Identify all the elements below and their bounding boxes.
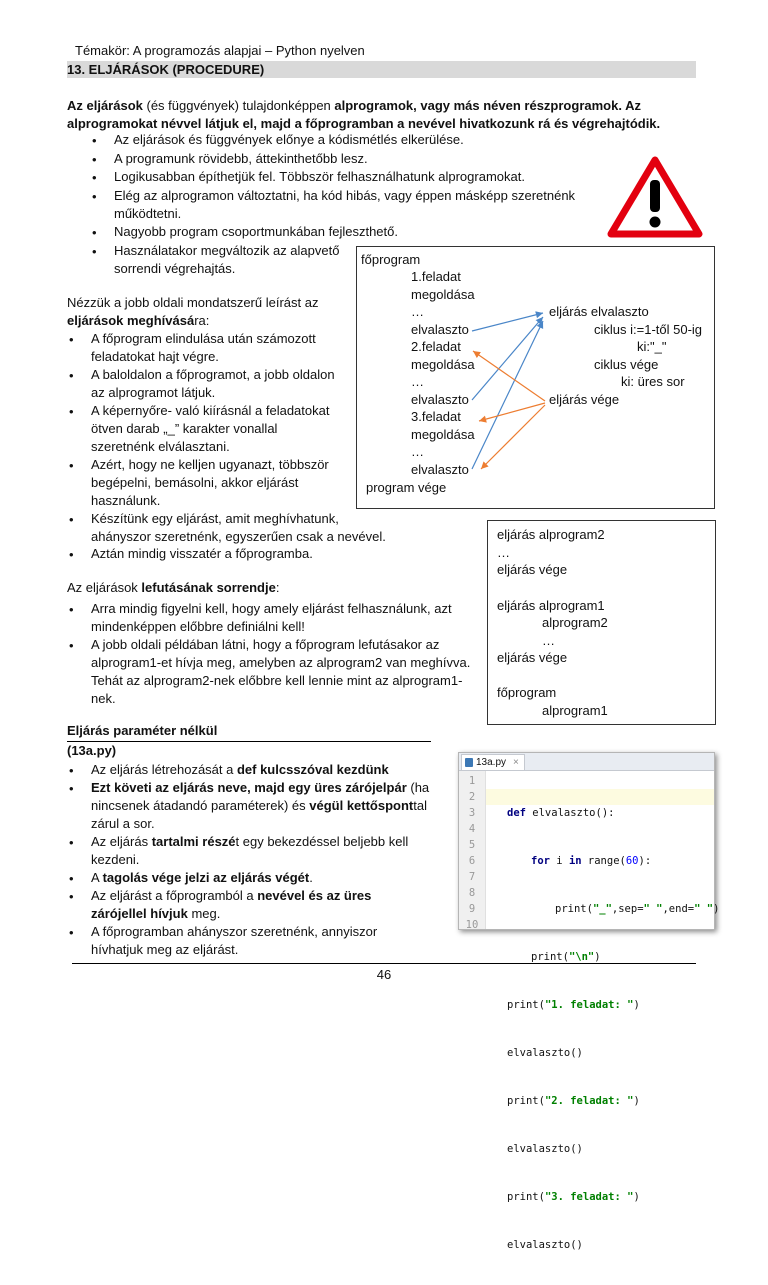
line-number: 1 <box>468 775 476 787</box>
diagram-left-line: elvalaszto <box>411 322 469 337</box>
diagram-left-line: … <box>411 304 424 319</box>
editor-tab[interactable] <box>461 754 525 770</box>
line-number: 8 <box>468 887 476 899</box>
intro-text-1: (és függvények) tulajdonképpen <box>142 98 335 113</box>
string: "_" <box>592 903 612 915</box>
call-arrow <box>472 313 543 331</box>
noparam-bullet-cont: kezdeni. <box>91 852 140 867</box>
bullet-dot: • <box>69 368 74 383</box>
bullet-dot: • <box>69 835 74 850</box>
bullet-dot: • <box>92 225 97 240</box>
order-bullet-cont: alprogram1-et hívja meg, amelyben az alprogram2 van meghívva. <box>91 655 471 670</box>
string: " " <box>643 903 663 915</box>
order-title-a: Az eljárások <box>67 580 142 595</box>
code-text: ) <box>713 903 720 915</box>
code-line <box>507 1093 719 1109</box>
code-line <box>507 901 719 917</box>
text-span: . <box>309 870 313 885</box>
intro-bold-1: Az eljárások <box>67 98 143 113</box>
divider <box>67 741 431 742</box>
string: "2. feladat: " <box>544 1095 634 1107</box>
string: " " <box>694 903 714 915</box>
return-arrow <box>479 403 545 421</box>
code-text: ,end= <box>662 903 695 915</box>
order-title-c: : <box>275 580 280 595</box>
text-span: Az eljárás <box>91 834 152 849</box>
bullet-dot: • <box>92 133 97 148</box>
bold-span: tartalmi részé <box>151 834 236 849</box>
call-arrow <box>472 321 543 469</box>
python-file-icon <box>465 758 473 767</box>
line-number: 2 <box>468 791 476 803</box>
noparam-title: Eljárás paraméter nélkül <box>67 723 218 738</box>
code-line <box>507 853 719 869</box>
keyword: def <box>507 807 526 819</box>
section-bar <box>67 61 696 78</box>
code-line: elvalaszto() <box>507 1047 583 1059</box>
code-text: print( <box>555 903 593 915</box>
benefit-item-cont: működtetni. <box>114 206 182 221</box>
code-text: ): <box>638 855 652 867</box>
bullet-dot: • <box>69 512 74 527</box>
order-bullet-cont: mindenképpen előbbre definiálni kell! <box>91 619 305 634</box>
text-span: Az eljárás létrehozását a <box>91 762 237 777</box>
call-bullet: Azért, hogy ne kelljen ugyanazt, többször <box>91 457 329 472</box>
code-line <box>507 1189 719 1205</box>
text-span: t egy bekezdéssel beljebb kell <box>235 834 409 849</box>
text-span: meg. <box>187 906 221 921</box>
close-icon[interactable]: × <box>513 757 519 768</box>
code-text: ) <box>594 951 601 963</box>
text-span: Az eljárást a főprogramból a <box>91 888 258 903</box>
bold-span: nevével és az üres <box>257 888 372 903</box>
line-number: 4 <box>468 823 476 835</box>
return-arrow <box>481 405 545 469</box>
code-line: elvalaszto() <box>507 1143 583 1155</box>
line-number: 9 <box>468 903 476 915</box>
bold-span: def kulcsszóval kezdünk <box>236 762 389 777</box>
line-number: 3 <box>468 807 476 819</box>
code-text: print( <box>531 951 569 963</box>
benefit-item: Logikusabban építhetjük fel. Többször felhasználhatunk alprogramokat. <box>114 169 525 184</box>
call-intro-bold: eljárások meghívásá <box>67 313 195 328</box>
string: "3. feladat: " <box>544 1191 634 1203</box>
diagram-proc-line: ciklus i:=1-től 50-ig <box>594 322 703 337</box>
order-box-line: eljárás alprogram1 <box>497 598 605 613</box>
code-line: elvalaszto() <box>507 1239 583 1251</box>
code-text: elvalaszto(): <box>525 807 615 819</box>
diagram-proc-head: eljárás elvalaszto <box>549 304 649 319</box>
benefit-item: Elég az alprogramon változtatni, ha kód hibás, vagy éppen másképp szeretnénk <box>114 188 576 203</box>
call-bullet-cont: az alprogramot látjuk. <box>91 385 216 400</box>
line-number: 6 <box>468 855 476 867</box>
diagram-main-end: program vége <box>366 480 447 495</box>
call-bullet: A főprogram elindulása után számozott <box>91 331 316 346</box>
text-span: (ha <box>406 780 430 795</box>
benefit-item: Nagyobb program csoportmunkában fejleszthető. <box>114 224 398 239</box>
topic-header: Témakör: A programozás alapjai – Python nyelven <box>75 43 365 58</box>
code-text: ) <box>633 1095 640 1107</box>
noparam-bullet-cont <box>91 905 220 923</box>
text-span: nincsenek átadandó paraméterek) és <box>91 798 310 813</box>
order-box-line: alprogram1 <box>542 703 608 718</box>
noparam-bullet-cont: hívhatjuk meg az eljárást. <box>91 942 239 957</box>
code-text: i <box>549 855 569 867</box>
editor-tab-label: 13a.py <box>476 757 507 768</box>
order-box <box>487 520 716 725</box>
noparam-bullet <box>91 779 429 797</box>
benefit-item-cont: sorrendi végrehajtás. <box>114 261 236 276</box>
bullet-dot: • <box>92 170 97 185</box>
call-bullet-cont: feladatokat hajt végre. <box>91 349 219 364</box>
code-text: print( <box>507 1095 545 1107</box>
diagram-proc-line: ki:"_" <box>637 339 667 354</box>
bold-span: tagolás vége jelzi az eljárás végét <box>102 870 310 885</box>
diagram-proc-line: ciklus vége <box>594 357 659 372</box>
bullet-dot: • <box>69 763 74 778</box>
diagram-left-line: elvalaszto <box>411 462 469 477</box>
call-bullet-cont: használunk. <box>91 493 161 508</box>
order-bullet: A jobb oldali példában látni, hogy a főprogram lefutásakor az <box>91 637 440 652</box>
noparam-bullet <box>91 869 313 887</box>
noparam-bullet <box>91 887 371 905</box>
bullet-dot: • <box>69 638 74 653</box>
line-numbers <box>459 773 485 933</box>
bullet-dot: • <box>69 458 74 473</box>
benefit-item: A programunk rövidebb, áttekinthetőbb lesz. <box>114 151 368 166</box>
code-text: print( <box>507 999 545 1011</box>
bullet-dot: • <box>69 332 74 347</box>
order-bullet: Arra mindig figyelni kell, hogy amely eljárást felhasználunk, azt <box>91 601 452 616</box>
order-box-line: … <box>497 545 510 560</box>
string: "\n" <box>568 951 595 963</box>
bullet-dot: • <box>69 889 74 904</box>
bullet-dot: • <box>92 244 97 259</box>
diagram-left-line: 2.feladat <box>411 339 461 354</box>
call-bullet: Készítünk egy eljárást, amit meghívhatunk, <box>91 511 339 526</box>
call-bullet-cont: szeretnénk elválasztani. <box>91 439 230 454</box>
footer-rule <box>72 963 696 964</box>
benefit-item: Az eljárások és függvények előnye a kódismétlés elkerülése. <box>114 132 464 147</box>
return-arrow <box>473 351 545 401</box>
order-title <box>67 579 279 597</box>
intro-line-2: alprogramokat névvel látjuk el, majd a főprogramban a nevével hivatkozunk rá és végrehajtódik. <box>67 116 661 131</box>
code-text: ,sep= <box>611 903 644 915</box>
order-box-line: eljárás vége <box>497 562 568 577</box>
diagram-proc-line: ki: üres sor <box>621 374 685 389</box>
noparam-bullet: A főprogramban ahányszor szeretnénk, annyiszor <box>91 924 378 939</box>
call-arrow <box>472 317 543 400</box>
diagram-left-line: megoldása <box>411 357 475 372</box>
bullet-dot: • <box>92 189 97 204</box>
intro-bold-2: alprogramok, vagy más néven részprogramok. Az <box>334 98 641 113</box>
code-text: ) <box>633 1191 640 1203</box>
diagram-left-line: megoldása <box>411 427 475 442</box>
noparam-bullet-cont: zárul a sor. <box>91 816 155 831</box>
code-text: print( <box>507 1191 545 1203</box>
call-bullet: A képernyőre- való kiírásnál a feladatokat <box>91 403 330 418</box>
bold-span: Ezt követi az eljárás neve, majd egy üres zárójelpár <box>91 780 407 795</box>
string: "1. feladat: " <box>544 999 634 1011</box>
bullet-dot: • <box>69 925 74 940</box>
noparam-bullet <box>91 833 408 851</box>
call-bullet-cont: begépelni, bemásolni, akkor eljárást <box>91 475 299 490</box>
diagram-proc-end: eljárás vége <box>549 392 620 407</box>
diagram-left-line: … <box>411 444 424 459</box>
number: 60 <box>625 855 639 867</box>
code-editor <box>458 752 720 1251</box>
code-line <box>507 997 719 1013</box>
text-span: A <box>91 870 103 885</box>
intro-line-1 <box>67 97 641 115</box>
line-number: 7 <box>468 871 476 883</box>
call-intro-line: Nézzük a jobb oldali mondatszerű leírást az <box>67 295 319 310</box>
line-number: 5 <box>468 839 476 851</box>
diagram-left-line: … <box>411 374 424 389</box>
call-bullet-cont: ahányszor szeretnénk, egyszerűen csak a nevével. <box>91 529 386 544</box>
call-diagram <box>356 246 715 509</box>
bold-span: zárójellel hívjuk <box>91 906 188 921</box>
diagram-main: főprogram <box>361 252 421 267</box>
call-bullet: A baloldalon a főprogramot, a jobb oldalon <box>91 367 335 382</box>
code-line <box>507 805 719 821</box>
bullet-dot: • <box>69 547 74 562</box>
code-text: range( <box>581 855 626 867</box>
order-box-line: eljárás vége <box>497 650 568 665</box>
order-bullet-cont: nek. <box>91 691 116 706</box>
call-bullet: Aztán mindig visszatér a főprogramba. <box>91 546 313 561</box>
bullet-dot: • <box>69 871 74 886</box>
section-title: 13. ELJÁRÁSOK (PROCEDURE) <box>67 62 265 77</box>
line-number: 10 <box>465 919 479 931</box>
order-box-line: … <box>542 633 555 648</box>
bullet-dot: • <box>69 602 74 617</box>
code-area[interactable] <box>507 773 719 1285</box>
text-span: tal <box>413 798 427 813</box>
warning-icon <box>607 156 703 238</box>
bullet-dot: • <box>92 152 97 167</box>
diagram-left-line: megoldása <box>411 287 475 302</box>
call-intro-tail: ra: <box>194 313 210 328</box>
noparam-file: (13a.py) <box>67 743 117 758</box>
bullet-dot: • <box>69 781 74 796</box>
order-box-line: alprogram2 <box>542 615 608 630</box>
benefit-item: Használatakor megváltozik az alapvető <box>114 243 340 258</box>
order-bullet-cont: Tehát az alprogram2-nek előbbre kell lennie mint az alprogram1- <box>91 673 463 688</box>
keyword: for <box>531 855 550 867</box>
bullet-dot: • <box>69 404 74 419</box>
call-intro-line-2 <box>67 312 209 330</box>
bold-span: végül kettőspont <box>309 798 414 813</box>
call-bullet-cont: ötven darab „_” karakter vonallal <box>91 421 278 436</box>
noparam-bullet <box>91 761 389 779</box>
page-number: 46 <box>376 967 392 982</box>
noparam-bullet-cont <box>91 797 427 815</box>
diagram-left-line: elvalaszto <box>411 392 469 407</box>
keyword: in <box>568 855 582 867</box>
diagram-left-line: 1.feladat <box>411 269 461 284</box>
code-text: ) <box>633 999 640 1011</box>
editor-tabbar <box>459 753 714 771</box>
diagram-left-line: 3.feladat <box>411 409 461 424</box>
order-title-bold: lefutásának sorrendje <box>141 580 276 595</box>
order-box-line: főprogram <box>497 685 557 700</box>
order-box-line: eljárás alprogram2 <box>497 527 605 542</box>
